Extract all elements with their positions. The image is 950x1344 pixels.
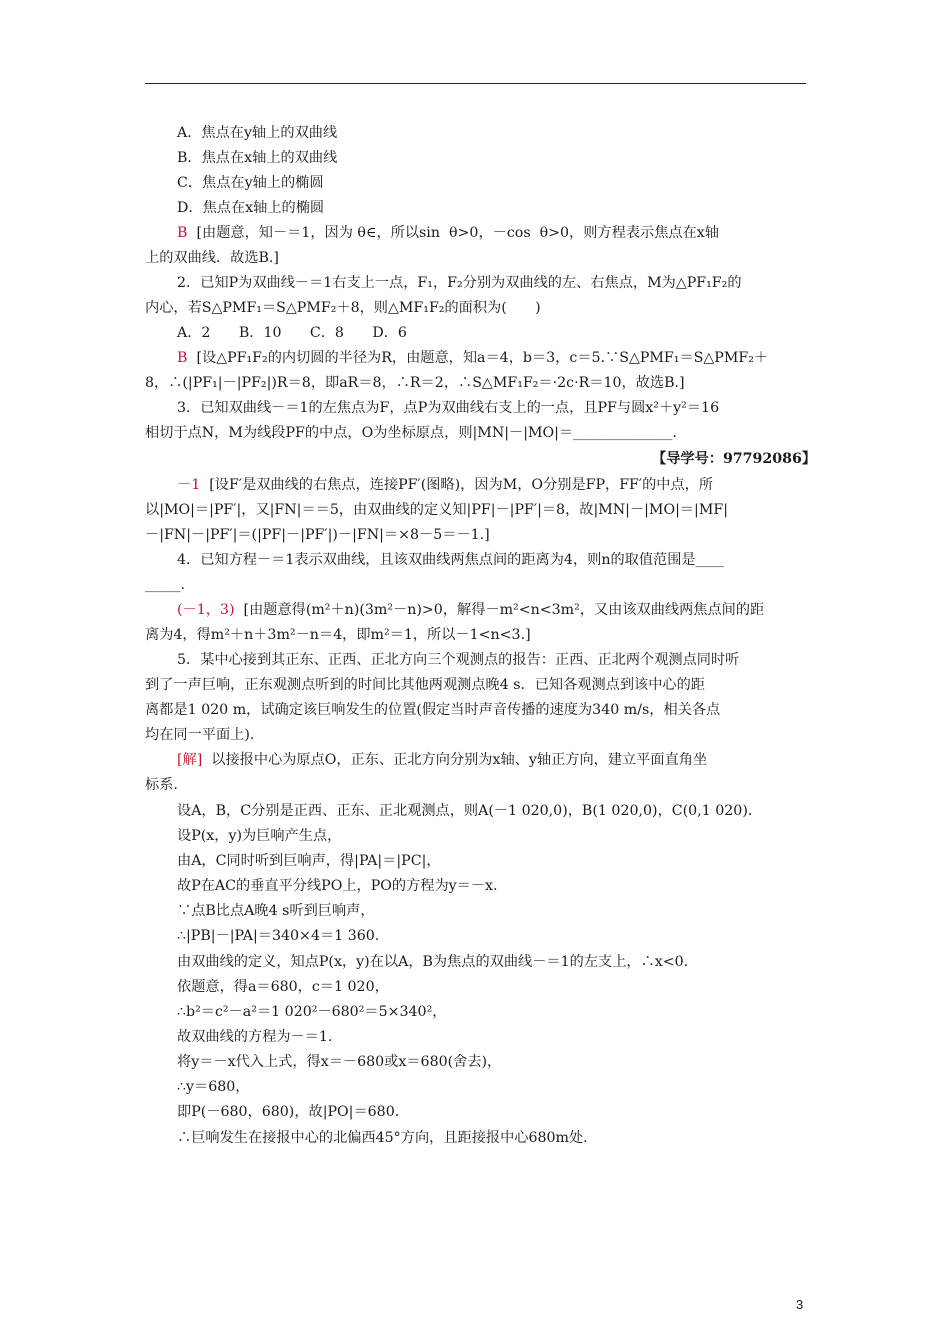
sol5-line-12: 将y＝－x代入上式，得x＝－680或x＝680(舍去)，	[177, 1054, 502, 1070]
sol5-line-9: 依题意，得a＝680，c＝1 020，	[177, 979, 389, 995]
sol3-line2: 以|MO|＝|PF′|，又|FN|＝＝5，由双曲线的定义知|PF|－|PF′|＝8，故|MN|－|MO|＝|MF|	[145, 502, 728, 518]
sol3-text1: [设F′是双曲线的右焦点，连接PF′(图略)，因为M，O分别是FP，FF′的中点，所	[209, 477, 714, 493]
sol1-text1: [由题意，知－＝1，因为 θ∈，所以sin θ>0，－cos θ>0，则方程表示焦点在x轴	[196, 225, 719, 241]
header-rule	[145, 83, 806, 84]
sol1-line1	[177, 223, 719, 243]
sol5-line-6: ∵点B比点A晚4 s听到巨响声，	[177, 903, 375, 919]
q1-option-b: B．焦点在x轴上的双曲线	[177, 150, 338, 166]
sol5-line-10: ∴b²＝c²－a²＝1 020²－680²＝5×340²，	[177, 1004, 447, 1020]
q3-line2: 相切于点N，M为线段PF的中点，O为坐标原点，则|MN|－|MO|＝______________.	[145, 425, 677, 441]
sol3-answer: －1	[177, 477, 201, 493]
sol5-line-7: ∴|PB|－|PA|＝340×4＝1 360.	[177, 928, 380, 944]
sol5-line-14: 即P(－680，680)，故|PO|＝680.	[177, 1104, 400, 1120]
q2-options: A．2 B．10 C．8 D．6	[177, 325, 407, 341]
sol5-line-5: 故P在AC的垂直平分线PO上，PO的方程为y＝－x.	[177, 878, 498, 894]
sol5-label: [解]	[177, 752, 203, 768]
sol5-line-13: ∴y＝680，	[177, 1079, 250, 1095]
q1-option-d: D．焦点在x轴上的椭圆	[177, 200, 325, 216]
sol1-answer: B	[177, 225, 188, 241]
q4-line1: 4．已知方程－＝1表示双曲线，且该双曲线两焦点间的距离为4，则n的取值范围是____	[177, 552, 724, 568]
sol2-line2: 8，∴(|PF₁|－|PF₂|)R＝8，即aR＝8，∴R＝2，∴S△MF₁F₂＝·2c·R＝10，故选B.]	[145, 375, 685, 391]
sol2-text1: [设△PF₁F₂的内切圆的半径为R，由题意，知a＝4，b＝3，c＝5.∵S△PMF₁＝S△PMF₂＋	[196, 350, 769, 366]
sol2-answer: B	[177, 350, 188, 366]
sol5-line-11: 故双曲线的方程为－＝1.	[177, 1029, 333, 1045]
sol5-line-15: ∴巨响发生在接报中心的北偏西45°方向，且距接报中心680m处.	[177, 1130, 588, 1146]
sol5-line-0	[177, 750, 707, 770]
sol2-line1	[177, 348, 768, 368]
sol4-answer: (－1，3)	[177, 602, 235, 618]
sol5-line-1: 标系.	[145, 777, 178, 793]
q2-line2: 内心，若S△PMF₁＝S△PMF₂＋8，则△MF₁F₂的面积为( )	[145, 300, 541, 316]
q1-option-c: C．焦点在y轴上的椭圆	[177, 175, 324, 191]
q5-line4: 均在同一平面上).	[145, 727, 255, 743]
sol1-line2: 上的双曲线．故选B.]	[145, 250, 279, 266]
sol4-text1: [由题意得(m²＋n)(3m²－n)>0，解得－m²<n<3m²，又由该双曲线两焦点间的距	[243, 602, 765, 618]
sol5-line-3: 设P(x，y)为巨响产生点，	[177, 828, 342, 844]
q3-line1: 3．已知双曲线－＝1的左焦点为F，点P为双曲线右支上的一点，且PF与圆x²＋y²＝16	[177, 400, 720, 416]
q5-line2: 到了一声巨响，正东观测点听到的时间比其他两观测点晚4 s．已知各观测点到该中心的距	[145, 677, 705, 693]
q2-line1: 2．已知P为双曲线－＝1右支上一点，F₁，F₂分别为双曲线的左、右焦点，M为△PF₁F₂的	[177, 275, 742, 291]
sol5-line-4: 由A，C同时听到巨响声，得|PA|＝|PC|，	[177, 853, 441, 869]
sol3-line1	[177, 475, 713, 495]
page-number: 3	[796, 1297, 804, 1312]
q4-line2: _____.	[145, 577, 185, 593]
q1-option-a: A．焦点在y轴上的双曲线	[177, 125, 338, 141]
sol5-line-8: 由双曲线的定义，知点P(x，y)在以A，B为焦点的双曲线－＝1的左支上，∴x<0.	[177, 954, 689, 970]
q5-line3: 离都是1 020 m，试确定该巨响发生的位置(假定当时声音传播的速度为340 m/s，相关各点	[145, 702, 721, 718]
q3-reference-number: 【导学号：97792086】	[652, 451, 817, 467]
sol5-text-0: 以接报中心为原点O，正东、正北方向分别为x轴、y轴正方向，建立平面直角坐	[211, 752, 708, 768]
sol4-line1	[177, 600, 764, 620]
q5-line1: 5．某中心接到其正东、正西、正北方向三个观测点的报告：正西、正北两个观测点同时听	[177, 652, 740, 668]
sol3-line3: －|FN|－|PF′|＝(|PF|－|PF′|)－|FN|＝×8－5＝－1.]	[145, 527, 490, 543]
sol4-line2: 离为4，得m²＋n＋3m²－n＝4，即m²＝1，所以－1<n<3.]	[145, 627, 531, 643]
sol5-line-2: 设A，B，C分别是正西、正东、正北观测点，则A(－1 020,0)，B(1 020,0)，C(0,1 020).	[177, 803, 753, 819]
